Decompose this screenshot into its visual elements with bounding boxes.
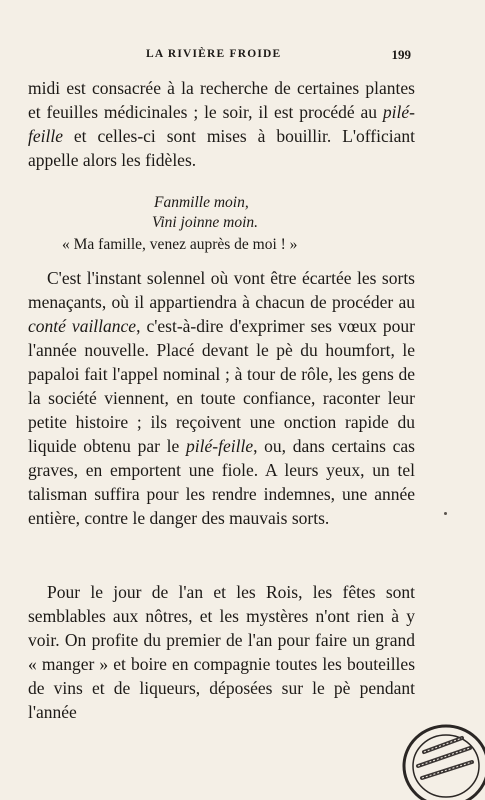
italic-term: conté vaillance — [28, 316, 137, 336]
paragraph-1 — [28, 76, 415, 172]
page-header — [128, 48, 411, 64]
italic-term: pilé-feille — [186, 436, 254, 456]
ink-speck — [444, 512, 447, 515]
text-run: et celles-ci sont mises à bouillir. L'officiant appelle alors les fidèles. — [28, 126, 415, 170]
paragraph-2 — [28, 266, 415, 530]
text-run: , ou, dans certains cas graves, en emportent une fiole. A leurs yeux, un tel talisman suffira pour les rendre indemnes, une année entière, contre le danger des mauvais sorts. — [28, 436, 415, 528]
text-run: C'est l'instant solennel où vont être écartée les sorts menaçants, où il appartiendra à chacun de procéder au — [28, 268, 415, 312]
verse-line-2: Vini joinne moin. — [152, 214, 259, 231]
italic-term: pilé-feille — [28, 102, 415, 146]
verse-line-1: Fanmille moin, — [154, 194, 249, 211]
running-title: LA RIVIÈRE FROIDE — [146, 48, 282, 60]
text-run: , c'est-à-dire d'exprimer ses vœux pour l'année nouvelle. Placé devant le pè du houmfort, le papaloi fait l'appel nominal ; à tour de rôle, les gens de la société viennent, en toute confiance, raconter leur petite histoire ; ils reçoivent une onction rapide du liquide obtenu par le — [28, 316, 415, 456]
library-stamp — [396, 716, 485, 800]
verse-block — [154, 193, 258, 233]
verse-translation: « Ma famille, venez auprès de moi ! » — [62, 236, 298, 253]
text-run: midi est consacrée à la recherche de certaines plantes et feuilles médicinales ; le soir, il est procédé au — [28, 78, 415, 122]
text-run: Pour le jour de l'an et les Rois, les fêtes sont semblables aux nôtres, et les mystères n'ont rien à y voir. On profite du premier de l'an pour faire un grand « manger » et boire en compagnie toutes les bouteilles de vins et de liqueurs, déposées sur le pè pendant l'année — [28, 582, 415, 722]
page-number: 199 — [391, 47, 411, 62]
paragraph-3 — [28, 580, 415, 724]
